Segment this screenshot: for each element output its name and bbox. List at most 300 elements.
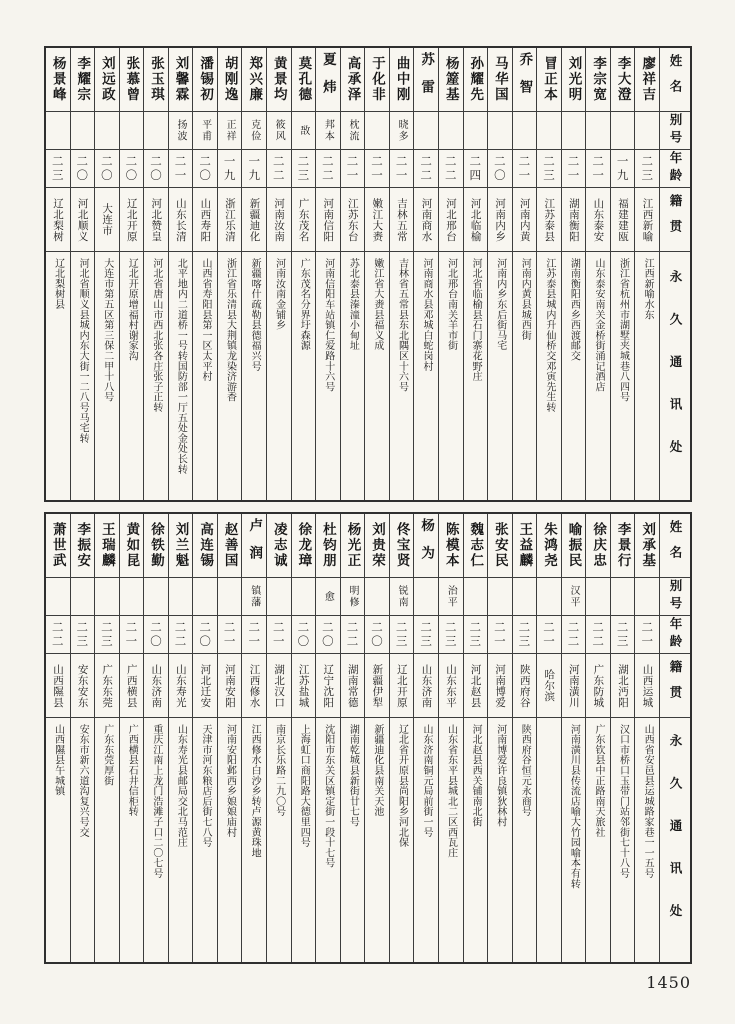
name-cell-text: 卢润: [246, 518, 263, 573]
alias-cell: [586, 112, 610, 150]
native-place-cell: [537, 654, 561, 718]
alias-cell: [169, 578, 193, 616]
age-cell: [46, 150, 70, 188]
native-place-cell-text: 山东寿光: [174, 663, 187, 708]
name-cell: [439, 514, 463, 578]
alias-cell: [292, 112, 316, 150]
native-place-cell: [218, 188, 242, 252]
header-alias-text: 别号: [668, 579, 683, 614]
alias-cell: [414, 112, 438, 150]
address-cell: [611, 252, 635, 500]
native-place-cell-text: 山西运城: [641, 663, 654, 708]
header-native-place: [660, 654, 690, 718]
native-place-cell: [586, 188, 610, 252]
native-place-cell: [635, 188, 659, 252]
native-place-cell: [193, 654, 217, 718]
name-cell-text: 刘馨霖: [172, 56, 189, 103]
alias-cell: [242, 578, 266, 616]
name-cell: [390, 48, 414, 112]
address-cell: [341, 718, 365, 962]
address-cell-text: 沈阳市东关区镇定街一段十七号: [322, 724, 334, 869]
native-place-cell: [169, 654, 193, 718]
name-cell-text: 赵善国: [221, 522, 238, 569]
age-cell: [316, 616, 340, 654]
native-place-cell-text: 广东东莞: [101, 663, 114, 708]
native-place-cell-text: 湖北沔阳: [616, 663, 629, 708]
header-name: [660, 514, 690, 578]
name-cell-text: 杨为: [418, 518, 435, 573]
age-cell-text: 二一: [345, 154, 360, 183]
native-place-cell: [611, 654, 635, 718]
name-cell: [267, 514, 291, 578]
person-column: [119, 48, 144, 500]
address-cell-text: 山西省寿阳县第一区太平村: [199, 258, 211, 382]
age-cell: [120, 616, 144, 654]
name-cell: [635, 48, 659, 112]
age-cell: [586, 150, 610, 188]
person-column: [389, 514, 414, 962]
native-place-cell-text: 江西修水: [248, 663, 261, 708]
alias-cell: [562, 578, 586, 616]
person-column: [70, 514, 95, 962]
person-column: [487, 514, 512, 962]
person-column: [364, 48, 389, 500]
name-cell: [537, 48, 561, 112]
header-age: [660, 616, 690, 654]
alias-cell: [611, 112, 635, 150]
address-cell: [120, 718, 144, 962]
native-place-cell-text: 嫩江大赉: [371, 197, 384, 242]
alias-cell: [537, 578, 561, 616]
age-cell: [635, 150, 659, 188]
native-place-cell: [414, 654, 438, 718]
name-cell-text: 乔智: [516, 52, 533, 107]
address-cell-text: 河北邢台南关羊市街: [445, 258, 457, 351]
age-cell: [120, 150, 144, 188]
alias-cell: [586, 578, 610, 616]
name-cell-text: 刘兰魁: [172, 522, 189, 569]
address-cell: [144, 252, 168, 500]
address-cell: [365, 718, 389, 962]
age-cell: [46, 616, 70, 654]
alias-cell: [439, 112, 463, 150]
native-place-cell: [316, 188, 340, 252]
age-cell: [144, 616, 168, 654]
address-cell-text: 苏北泰县溱潼小甸址: [347, 258, 359, 351]
name-cell-text: 莫孔德: [295, 56, 312, 103]
name-cell-text: 廖祥吉: [639, 56, 656, 103]
age-cell-text: 二〇: [148, 620, 163, 649]
age-cell: [292, 616, 316, 654]
age-cell-text: 二一: [247, 620, 262, 649]
alias-cell: [635, 112, 659, 150]
age-cell-text: 二一: [640, 620, 655, 649]
person-column: [168, 514, 193, 962]
address-cell-text: 广西横县石井信柜转: [126, 724, 138, 817]
address-cell: [586, 718, 610, 962]
alias-cell-text: 明修: [346, 585, 358, 608]
header-name-text: 姓名: [668, 520, 683, 571]
person-column: [536, 48, 561, 500]
name-cell: [586, 48, 610, 112]
person-column: [487, 48, 512, 500]
native-place-cell: [46, 188, 70, 252]
age-cell: [218, 616, 242, 654]
alias-cell: [439, 578, 463, 616]
native-place-cell-text: 新疆迪化: [248, 197, 261, 242]
name-cell: [71, 514, 95, 578]
person-column: [340, 514, 365, 962]
name-cell-text: 夏炜: [319, 52, 336, 107]
age-cell: [611, 150, 635, 188]
age-cell: [464, 150, 488, 188]
age-cell: [537, 616, 561, 654]
header-alias-text: 别号: [668, 113, 683, 148]
name-cell-text: 杨簅基: [442, 56, 459, 103]
native-place-cell: [562, 188, 586, 252]
native-place-cell: [95, 654, 119, 718]
name-cell-text: 朱鸿尧: [540, 522, 557, 569]
native-place-cell: [120, 188, 144, 252]
address-cell-text: 江西新喻水东: [642, 258, 654, 320]
alias-cell: [71, 578, 95, 616]
age-cell: [439, 150, 463, 188]
address-cell: [193, 252, 217, 500]
age-cell-text: 二一: [173, 154, 188, 183]
native-place-cell: [316, 654, 340, 718]
native-place-cell: [439, 654, 463, 718]
age-cell: [144, 150, 168, 188]
age-cell-text: 二一: [222, 620, 237, 649]
header-address: [660, 718, 690, 962]
name-cell: [414, 514, 438, 578]
alias-cell-text: 邦本: [322, 119, 334, 142]
alias-cell: [513, 112, 537, 150]
age-cell: [242, 150, 266, 188]
native-place-cell-text: 河北迁安: [199, 663, 212, 708]
address-cell: [611, 718, 635, 962]
alias-cell: [341, 112, 365, 150]
native-place-cell: [635, 654, 659, 718]
native-place-cell-text: 河南信阳: [322, 197, 335, 242]
alias-cell-text: 治平: [445, 585, 457, 608]
header-name-text: 姓名: [668, 54, 683, 105]
alias-cell: [120, 112, 144, 150]
address-cell: [120, 252, 144, 500]
age-cell-text: 二三: [296, 154, 311, 183]
native-place-cell: [193, 188, 217, 252]
native-place-cell-text: 河北顺义: [76, 197, 89, 242]
age-cell: [464, 616, 488, 654]
address-cell-text: 安东市新六道沟复兴号交: [77, 724, 89, 838]
address-cell-text: 河南商水县邓城白蛇岗村: [421, 258, 433, 372]
native-place-cell-text: 辽北开原: [395, 663, 408, 708]
age-cell-text: 一九: [247, 154, 262, 183]
alias-cell-text: 汉平: [568, 585, 580, 608]
address-cell-text: 陕西府谷恒元永商号: [519, 724, 531, 817]
age-cell-text: 二〇: [296, 620, 311, 649]
age-cell-text: 一九: [222, 154, 237, 183]
address-cell: [292, 252, 316, 500]
address-cell-text: 广东东莞厚街: [101, 724, 113, 786]
address-cell-text: 河北省临榆县石门寨花野庄: [470, 258, 482, 382]
name-cell: [341, 514, 365, 578]
age-cell-text: 二三: [75, 620, 90, 649]
name-cell: [218, 48, 242, 112]
native-place-cell: [464, 654, 488, 718]
alias-cell: [488, 112, 512, 150]
address-cell-text: 河南汝南金铺乡: [273, 258, 285, 331]
address-cell: [267, 718, 291, 962]
person-column: [241, 514, 266, 962]
address-cell-text: 河北省唐山市西北张各庄张子正转: [150, 258, 162, 413]
person-column: [94, 48, 119, 500]
address-cell-text: 浙江省杭州市湖墅夹城巷八四号: [617, 258, 629, 403]
alias-cell: [218, 578, 242, 616]
address-cell: [169, 718, 193, 962]
native-place-cell: [292, 654, 316, 718]
age-cell-text: 二一: [517, 154, 532, 183]
person-column: [634, 48, 659, 500]
header-native-place-text: 籍贯: [668, 194, 683, 245]
native-place-cell: [95, 188, 119, 252]
address-cell: [316, 718, 340, 962]
address-cell-text: 山东省东平县城北二区西瓦庄: [445, 724, 457, 858]
name-cell: [242, 514, 266, 578]
age-cell: [488, 150, 512, 188]
name-cell: [267, 48, 291, 112]
native-place-cell-text: 河北临榆: [469, 197, 482, 242]
age-cell-text: 二〇: [148, 154, 163, 183]
age-cell-text: 二〇: [320, 620, 335, 649]
native-place-cell: [242, 654, 266, 718]
header-age-text: 年龄: [668, 617, 683, 652]
address-cell-text: 上海虹口商阳路大德里四号: [298, 724, 310, 848]
native-place-cell: [242, 188, 266, 252]
person-column: [266, 514, 291, 962]
native-place-cell-text: 山东济南: [420, 663, 433, 708]
age-cell: [341, 616, 365, 654]
native-place-cell-text: 河南内黄: [518, 197, 531, 242]
person-column: [192, 514, 217, 962]
alias-cell: [513, 578, 537, 616]
name-cell-text: 黄如昆: [123, 522, 140, 569]
alias-cell-text: 镇藩: [248, 585, 260, 608]
address-cell-text: 广东钦县中正路南天旅社: [592, 724, 604, 838]
age-cell-text: 二三: [394, 620, 409, 649]
address-cell: [562, 252, 586, 500]
name-cell: [169, 48, 193, 112]
native-place-cell-text: 河南汝南: [273, 197, 286, 242]
name-cell: [218, 514, 242, 578]
name-cell: [464, 514, 488, 578]
name-cell-text: 刘远政: [98, 56, 115, 103]
name-cell: [513, 48, 537, 112]
age-cell-text: 二二: [443, 154, 458, 183]
name-cell-text: 李大澄: [614, 56, 631, 103]
age-cell-text: 二三: [468, 620, 483, 649]
address-cell: [537, 718, 561, 962]
age-cell-text: 二二: [320, 154, 335, 183]
address-cell: [46, 718, 70, 962]
native-place-cell-text: 山西隰县: [52, 663, 65, 708]
age-cell-text: 二三: [419, 620, 434, 649]
address-cell: [414, 252, 438, 500]
native-place-cell: [341, 188, 365, 252]
name-cell: [439, 48, 463, 112]
name-cell-text: 魏志仁: [467, 522, 484, 569]
person-column: [315, 514, 340, 962]
address-cell: [488, 718, 512, 962]
name-cell: [95, 514, 119, 578]
native-place-cell-text: 广西横县: [125, 663, 138, 708]
age-cell-text: 二一: [492, 620, 507, 649]
age-cell: [292, 150, 316, 188]
age-cell-text: 二〇: [75, 154, 90, 183]
name-cell-text: 陈模本: [442, 522, 459, 569]
age-cell: [488, 616, 512, 654]
age-cell: [169, 616, 193, 654]
address-cell: [95, 718, 119, 962]
address-cell: [218, 718, 242, 962]
name-cell: [562, 514, 586, 578]
alias-cell: [242, 112, 266, 150]
age-cell-text: 二三: [443, 620, 458, 649]
age-cell-text: 二三: [615, 620, 630, 649]
native-place-cell-text: 河南商水: [420, 197, 433, 242]
address-cell-text: 山东济南铜元局前街一号: [421, 724, 433, 838]
name-cell-text: 凌志诚: [270, 522, 287, 569]
name-cell-text: 高承泽: [344, 56, 361, 103]
name-cell: [316, 48, 340, 112]
alias-cell: [169, 112, 193, 150]
address-cell: [439, 252, 463, 500]
address-cell-text: 汉口市桥口玉带门站邻街七十八号: [617, 724, 629, 879]
native-place-cell: [390, 188, 414, 252]
name-cell: [193, 514, 217, 578]
address-cell: [414, 718, 438, 962]
person-column: [463, 48, 488, 500]
age-cell: [513, 150, 537, 188]
name-cell-text: 王益麟: [516, 522, 533, 569]
name-cell: [488, 514, 512, 578]
native-place-cell: [267, 654, 291, 718]
name-cell-text: 刘光明: [565, 56, 582, 103]
address-cell: [635, 718, 659, 962]
address-cell: [169, 252, 193, 500]
native-place-cell: [586, 654, 610, 718]
address-cell-text: 辽北开原增福村谢家沟: [126, 258, 138, 361]
name-cell: [414, 48, 438, 112]
alias-cell: [635, 578, 659, 616]
age-cell: [169, 150, 193, 188]
alias-cell-text: 枕流: [346, 119, 358, 142]
name-cell-text: 李振安: [74, 522, 91, 569]
name-cell-text: 孙耀先: [467, 56, 484, 103]
address-cell-text: 浙江省乐清县大荆镇龙染济游香: [224, 258, 236, 403]
name-cell-text: 徐铁勤: [147, 522, 164, 569]
age-cell: [95, 150, 119, 188]
age-cell: [267, 150, 291, 188]
age-cell-text: 二二: [345, 620, 360, 649]
alias-cell-text: 锐南: [396, 585, 408, 608]
native-place-cell: [611, 188, 635, 252]
name-cell-text: 李景行: [614, 522, 631, 569]
alias-cell-text: 晓多: [396, 119, 408, 142]
age-cell-text: 二一: [370, 154, 385, 183]
native-place-cell-text: 广东茂名: [297, 197, 310, 242]
name-cell-text: 杨光正: [344, 522, 361, 569]
alias-cell: [390, 112, 414, 150]
name-cell-text: 曲中刚: [393, 56, 410, 103]
address-cell: [292, 718, 316, 962]
age-cell-text: 二二: [419, 154, 434, 183]
native-place-cell-text: 山东长清: [174, 197, 187, 242]
address-cell: [488, 252, 512, 500]
native-place-cell-text: 大连市: [101, 203, 114, 236]
alias-cell: [341, 578, 365, 616]
name-cell-text: 刘承基: [639, 522, 656, 569]
address-cell-text: 河南潢川县传流店喻大竹园喻本有转: [568, 724, 580, 889]
header-native-place: [660, 188, 690, 252]
person-column: [561, 514, 586, 962]
age-cell: [71, 616, 95, 654]
age-cell-text: 二一: [271, 620, 286, 649]
name-cell: [120, 514, 144, 578]
alias-cell: [316, 112, 340, 150]
name-cell-text: 杜钧朋: [319, 522, 336, 569]
person-column: [94, 514, 119, 962]
person-column: [634, 514, 659, 962]
address-cell: [464, 252, 488, 500]
alias-cell: [390, 578, 414, 616]
name-cell: [611, 48, 635, 112]
native-place-cell-text: 江苏盐城: [297, 663, 310, 708]
native-place-cell: [46, 654, 70, 718]
header-alias: [660, 578, 690, 616]
alias-cell: [267, 578, 291, 616]
name-cell-text: 喻振民: [565, 522, 582, 569]
age-cell-text: 二〇: [370, 620, 385, 649]
alias-cell: [193, 112, 217, 150]
age-cell: [439, 616, 463, 654]
person-column: [70, 48, 95, 500]
native-place-cell-text: 河北赵县: [469, 663, 482, 708]
alias-cell: [144, 112, 168, 150]
name-cell-text: 潘锡初: [197, 56, 214, 103]
native-place-cell: [120, 654, 144, 718]
address-cell: [635, 252, 659, 500]
name-cell: [537, 514, 561, 578]
person-column: [143, 48, 168, 500]
address-cell-text: 河南内乡东后街马宅: [494, 258, 506, 351]
name-cell-text: 郑兴廉: [246, 56, 263, 103]
person-column: [217, 514, 242, 962]
age-cell-text: 二〇: [99, 154, 114, 183]
person-column: [340, 48, 365, 500]
age-cell: [218, 150, 242, 188]
age-cell: [267, 616, 291, 654]
name-cell: [464, 48, 488, 112]
person-column: [585, 514, 610, 962]
name-cell-text: 高连锡: [197, 522, 214, 569]
native-place-cell-text: 江苏泰县: [543, 197, 556, 242]
alias-cell: [611, 578, 635, 616]
alias-cell-text: 正祥: [224, 119, 236, 142]
name-cell: [71, 48, 95, 112]
name-cell-text: 王瑞麟: [98, 522, 115, 569]
native-place-cell-text: 辽宁沈阳: [322, 663, 335, 708]
